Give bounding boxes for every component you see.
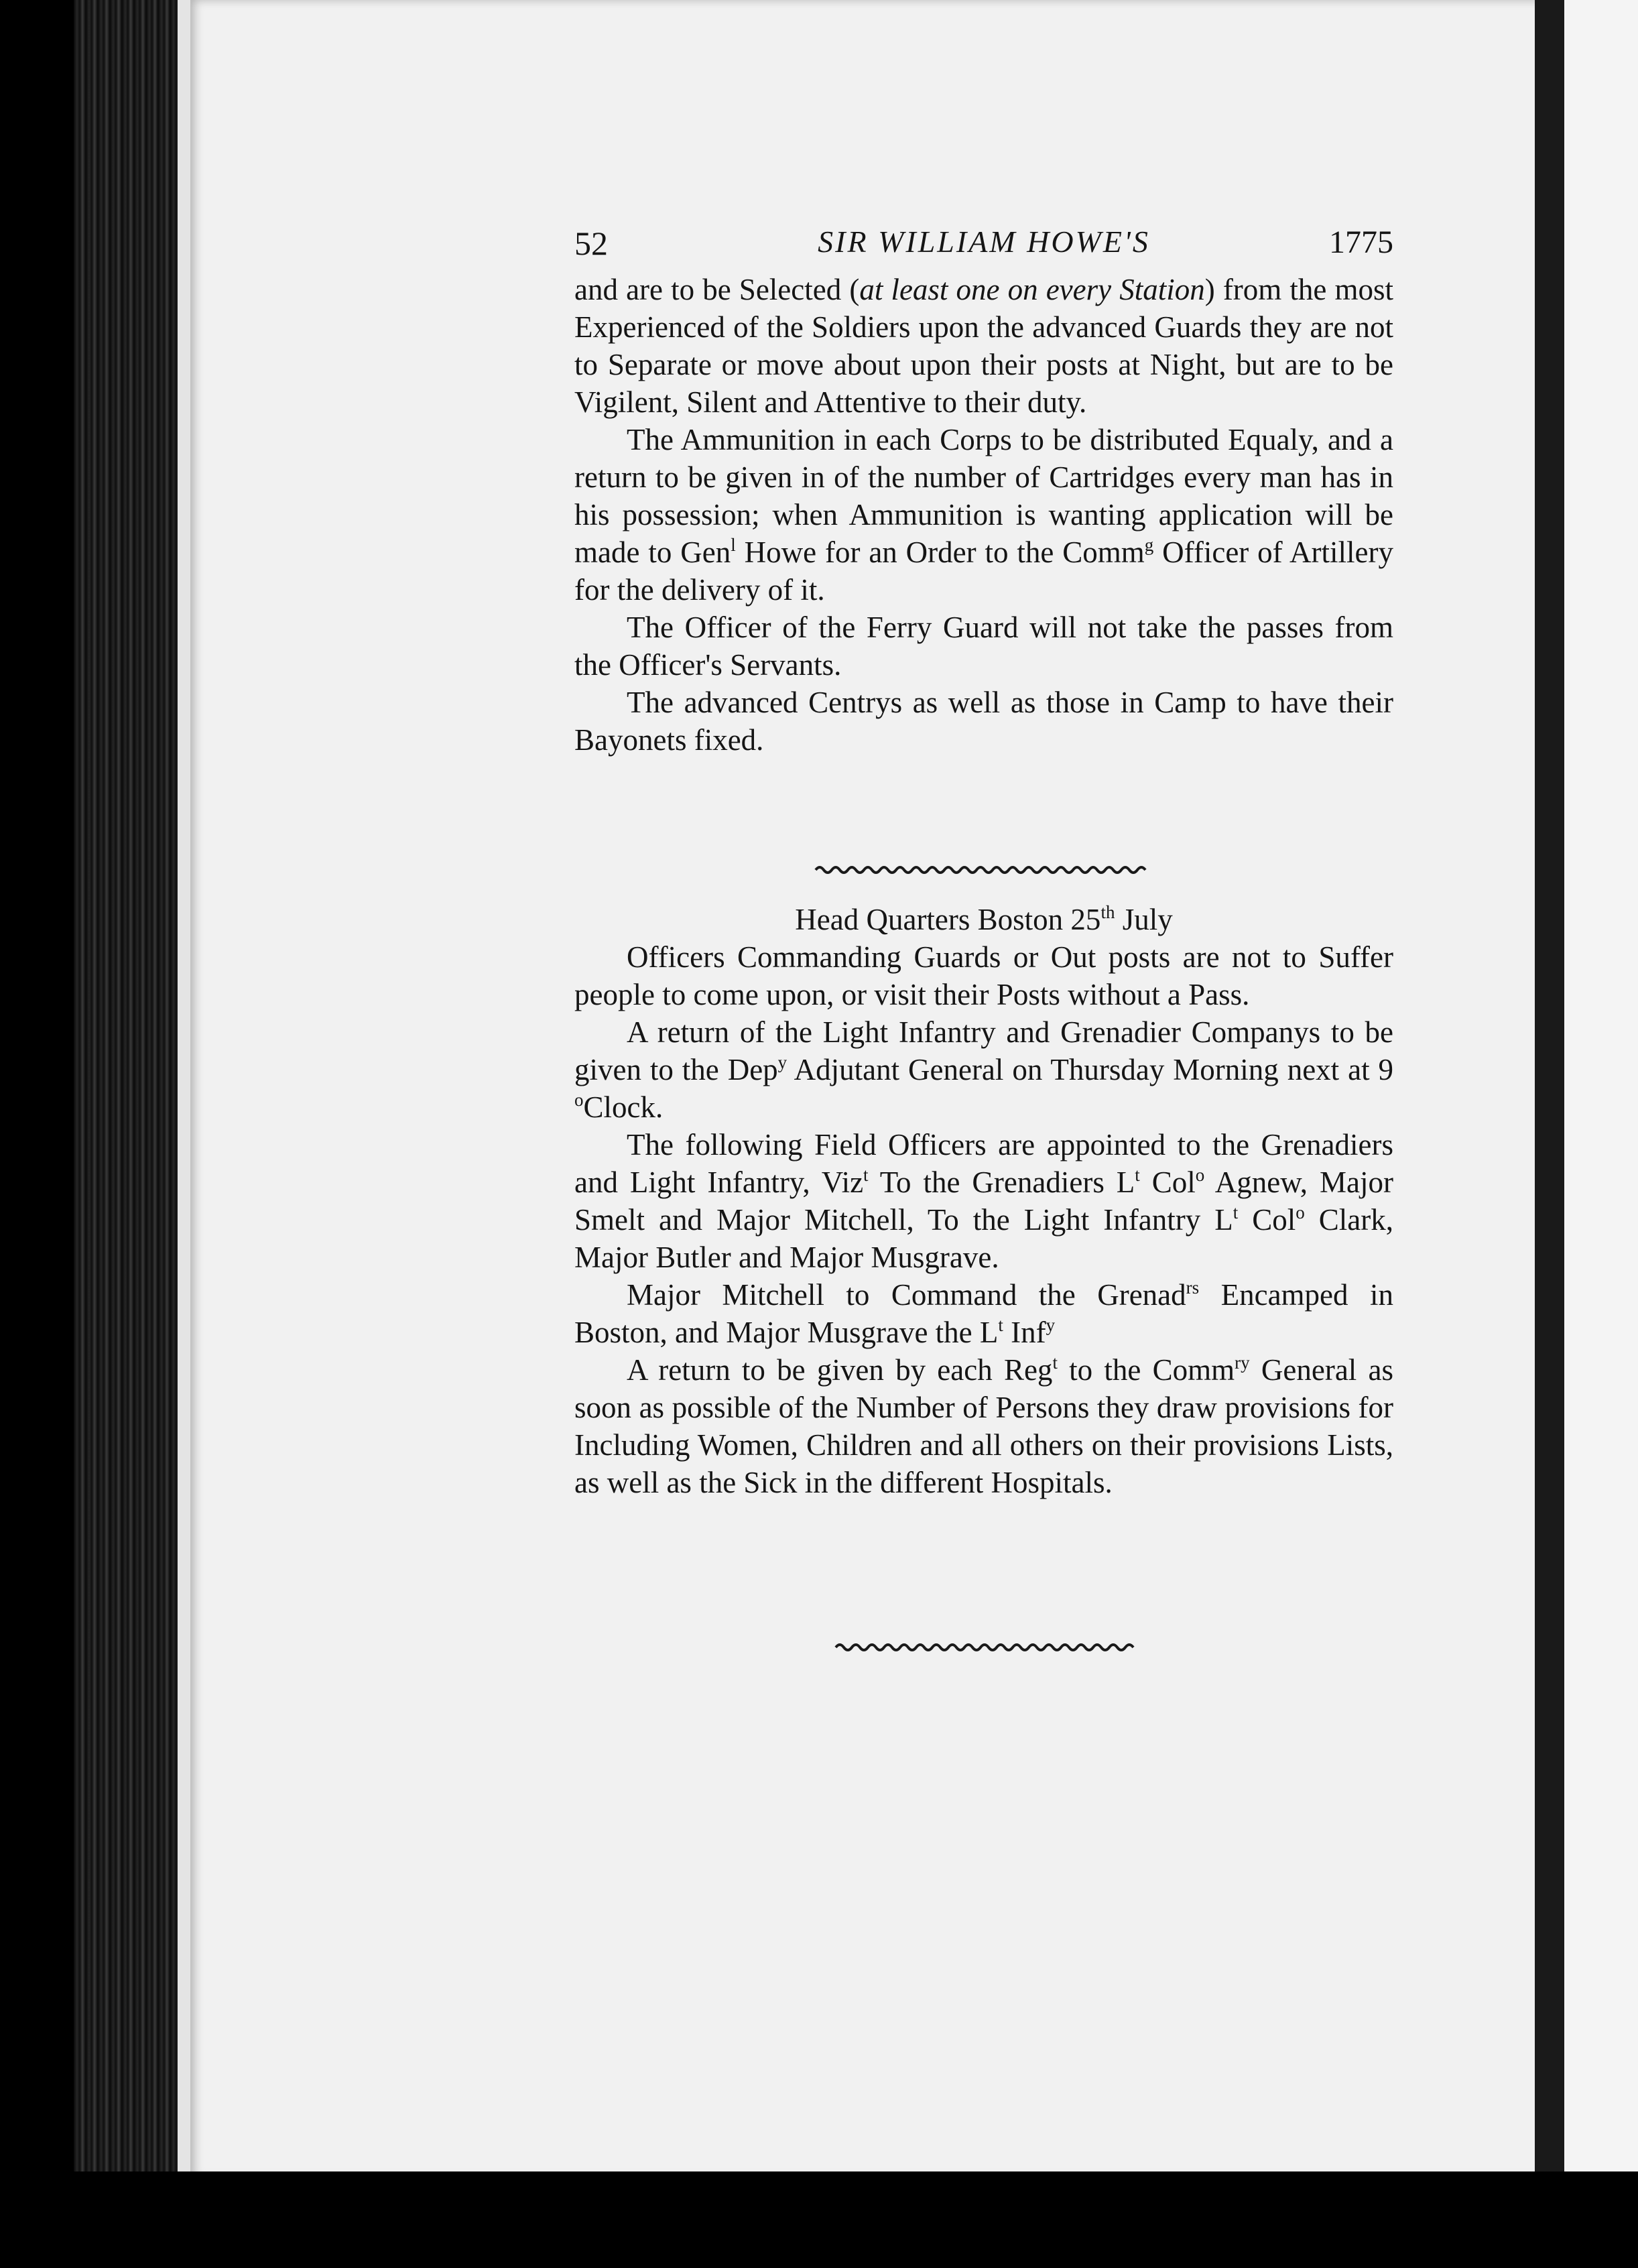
superscript: o [1195,1165,1205,1185]
superscript: t [1052,1352,1058,1373]
superscript: ry [1235,1352,1250,1373]
paragraph: A return to be given by each Reg$^t$ to the Comm$^{ry}$ General as soon as possible of the Number of Persons they draw provisions for Including Women, Children and all others on their provisions Lists, as well as the Sick in the different Hospitals. [574,1352,1394,1499]
right-page-edge [1535,0,1564,2185]
superscript: o [1296,1202,1305,1222]
paragraph: and are to be Selected (at least one on every Station) from the most Experienced of the Soldiers upon the advanced Guards they are not to Separate or move about upon their posts at Night, but are to be Vigilent, Silent and Attentive to their duty. [574,273,1393,419]
paragraph: The advanced Centrys as well as those in Camp to have their Bayonets fixed. [574,686,1393,757]
orders-section-1 [574,271,1393,759]
paragraph: The Officer of the Ferry Guard will not take the passes from the Officer's Servants. [574,611,1393,682]
wavy-divider [834,1637,1136,1657]
facing-page-sliver [1564,0,1638,2212]
wavy-divider [814,860,1149,880]
paragraph: Major Mitchell to Command the Grenad$^{rs}$ Encamped in Boston, and Major Musgrave the $L^t$ Inf$^y$ [574,1277,1393,1349]
paragraph: The Ammunition in each Corps to be distributed Equaly, and a return to be given in of the number of Cartridges every man has in his possession; when Ammunition is wanting application will be made to Gen$^l$ Howe for an Order to the Comm$^g$ Officer of Artillery for the delivery of it. [574,423,1394,607]
orders-section-2 [574,901,1393,1501]
superscript: t [1233,1202,1239,1222]
superscript: t [1135,1165,1140,1185]
superscript: th [1100,902,1115,922]
section-heading: Head Quarters Boston 25th July [795,902,1173,936]
paragraph: The following Field Officers are appointed to the Grenadiers and Light Infantry, Viz$^t$ To the Grenadiers $L^t$ Col$^o$ Agnew, Major Smelt and Major Mitchell, To the Light Infantry $L^t$ Col$^o$ Clark, Major Butler and Major Musgrave. [574,1128,1393,1274]
superscript: t [998,1315,1003,1335]
year: 1775 [1329,225,1393,260]
page-number: 52 [574,225,608,262]
superscript: o [574,1090,584,1110]
running-head [574,224,1393,264]
superscript: l [731,535,736,555]
italic-text: at least one on every Station [859,273,1205,306]
superscript: y [777,1052,788,1072]
superscript: rs [1186,1277,1200,1298]
paragraph: Officers Commanding Guards or Out posts are not to Suffer people to come upon, or visit their Posts without a Pass. [574,940,1393,1011]
scan-background [0,2171,1638,2268]
superscript: g [1144,535,1154,555]
book-binding [74,0,188,2225]
paragraph: A return of the Light Infantry and Grenadier Companys to be given to the Dep$^y$ Adjutant General on Thursday Morning next at 9 $^o$Clock. [574,1015,1393,1124]
superscript: y [1046,1315,1056,1335]
book-title: SIR WILLIAM HOWE'S [818,225,1150,259]
superscript: t [863,1165,869,1185]
